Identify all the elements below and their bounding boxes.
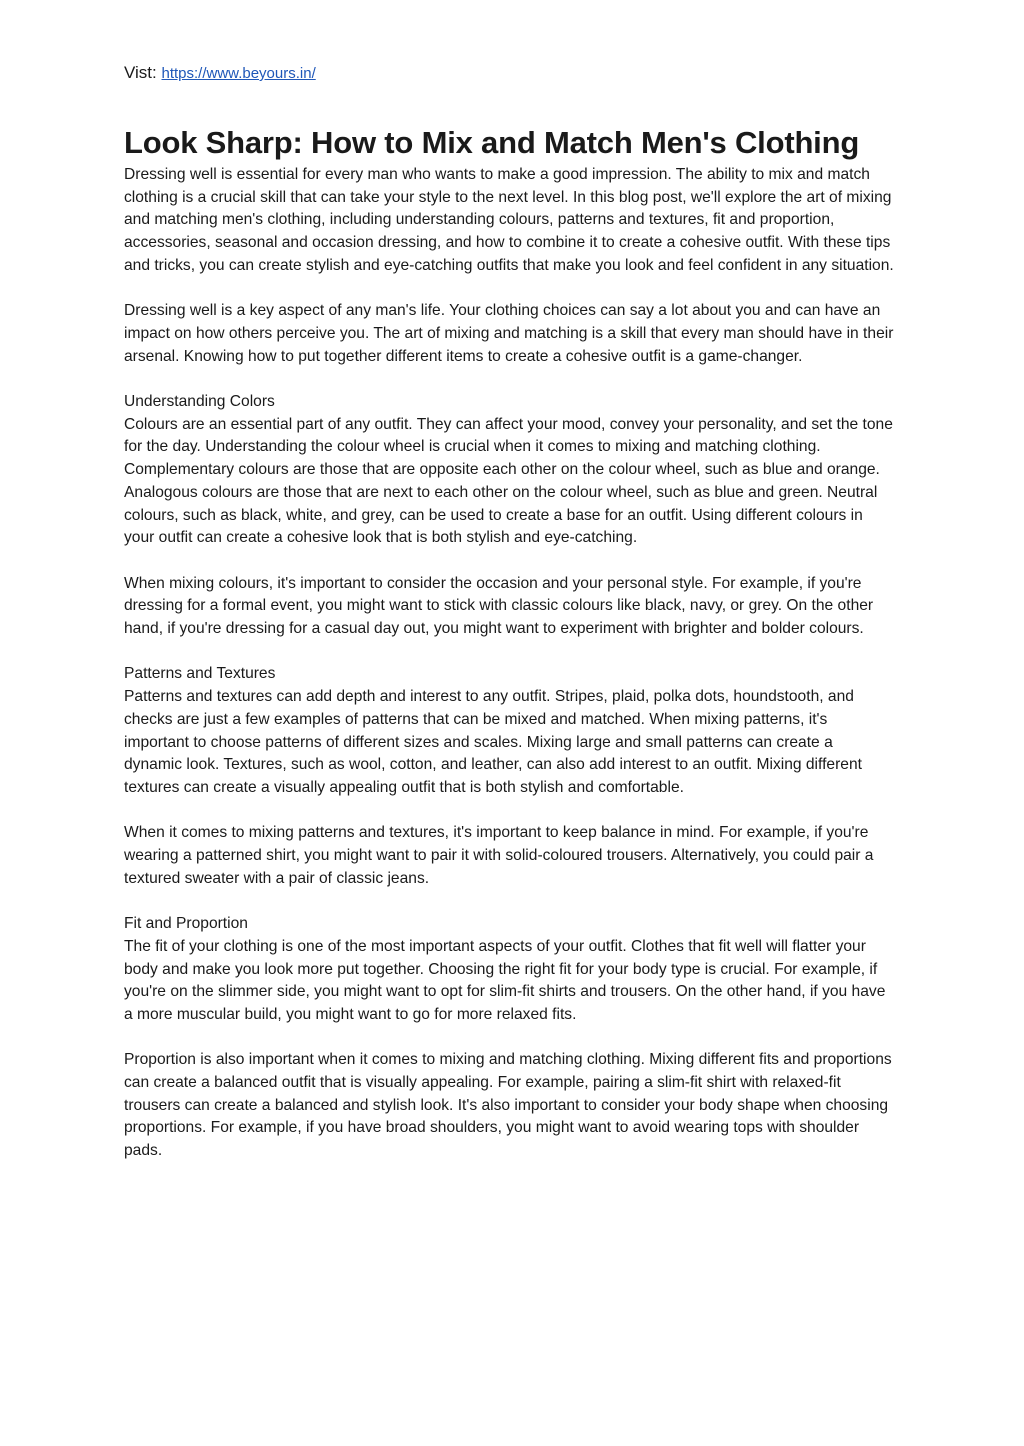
section-patterns — [124, 663, 894, 799]
visit-line — [124, 62, 316, 85]
section-colors — [124, 391, 894, 550]
page-title: Look Sharp: How to Mix and Match Men's Clothing — [124, 125, 860, 160]
section-heading-fit: Fit and Proportion — [124, 915, 248, 933]
website-link[interactable]: https://www.beyours.in/ — [161, 65, 316, 82]
section-fit — [124, 913, 894, 1027]
fit-paragraph-1: The fit of your clothing is one of the most important aspects of your outfit. Clothes that fit well will flatter your body and make you look more put together. Choosing the right fit for your body type is crucial. For example, if you're on the slimmer side, you might want to opt for slim-fit shirts and trousers. On the other hand, if you have a more muscular build, you might want to go for more relaxed fits. — [124, 937, 886, 1023]
section-heading-colors: Understanding Colors — [124, 393, 275, 410]
colors-paragraph-1: Colours are an essential part of any outfit. They can affect your mood, convey your personality, and set the tone for the day. Understanding the colour wheel is crucial when it comes to mixing and matching clothing. Complementary colours are those that are opposite each other on the colour wheel, such as blue and orange. Analogous colours are those that are next to each other on the colour wheel, such as blue and green. Neutral colours, such as black, white, and grey, can be used to create a base for an outfit. Using different colours in your outfit can create a cohesive look that is both stylish and eye-catching. — [124, 415, 893, 547]
visit-label: Vist: — [124, 63, 157, 82]
fit-paragraph-2: Proportion is also important when it comes to mixing and matching clothing. Mixing different fits and proportions can create a balanced outfit that is visually appealing. For example, pairing a slim-fit shirt with relaxed-fit trousers can create a balanced and stylish look. It's also important to consider your body shape when choosing proportions. For example, if you have broad shoulders, you might want to avoid wearing tops with shoulder pads. — [124, 1051, 892, 1160]
patterns-paragraph-2: When it comes to mixing patterns and textures, it's important to keep balance in mind. For example, if you're wearing a patterned shirt, you might want to pair it with solid-coloured trousers. Alternatively, you could pair a textured sweater with a pair of classic jeans. — [124, 824, 874, 887]
colors-paragraph-2: When mixing colours, it's important to consider the occasion and your personal style. For example, if you're dressing for a formal event, you might want to stick with classic colours like black, navy, or grey. On the other hand, if you're dressing for a casual day out, you might want to experiment with brighter and bolder colours. — [124, 574, 874, 638]
article-body — [124, 164, 894, 1186]
section-heading-patterns: Patterns and Textures — [124, 665, 276, 683]
intro-paragraph-2: Dressing well is a key aspect of any man's life. Your clothing choices can say a lot about you and can have an impact on how others perceive you. The art of mixing and matching is a skill that every man should have in their arsenal. Knowing how to put together different items to create a cohesive outfit is a game-changer. — [124, 302, 894, 365]
patterns-paragraph-1: Patterns and textures can add depth and interest to any outfit. Stripes, plaid, polka dots, houndstooth, and checks are just a few examples of patterns that can be mixed and matched. When mixing patterns, it's important to choose patterns of different sizes and scales. Mixing large and small patterns can create a dynamic look. Textures, such as wool, cotton, and leather, can also add interest to an outfit. Mixing different textures can create a visually appealing outfit that is both stylish and comfortable. — [124, 688, 862, 796]
intro-paragraph-1: Dressing well is essential for every man who wants to make a good impression. The ability to mix and match clothing is a crucial skill that can take your style to the next level. In this blog post, we'll explore the art of mixing and matching men's clothing, including understanding colours, patterns and textures, fit and proportion, accessories, seasonal and occasion dressing, and how to combine it to create a cohesive outfit. With these tips and tricks, you can create stylish and eye-catching outfits that make you look and feel confident in any situation. — [124, 166, 894, 274]
